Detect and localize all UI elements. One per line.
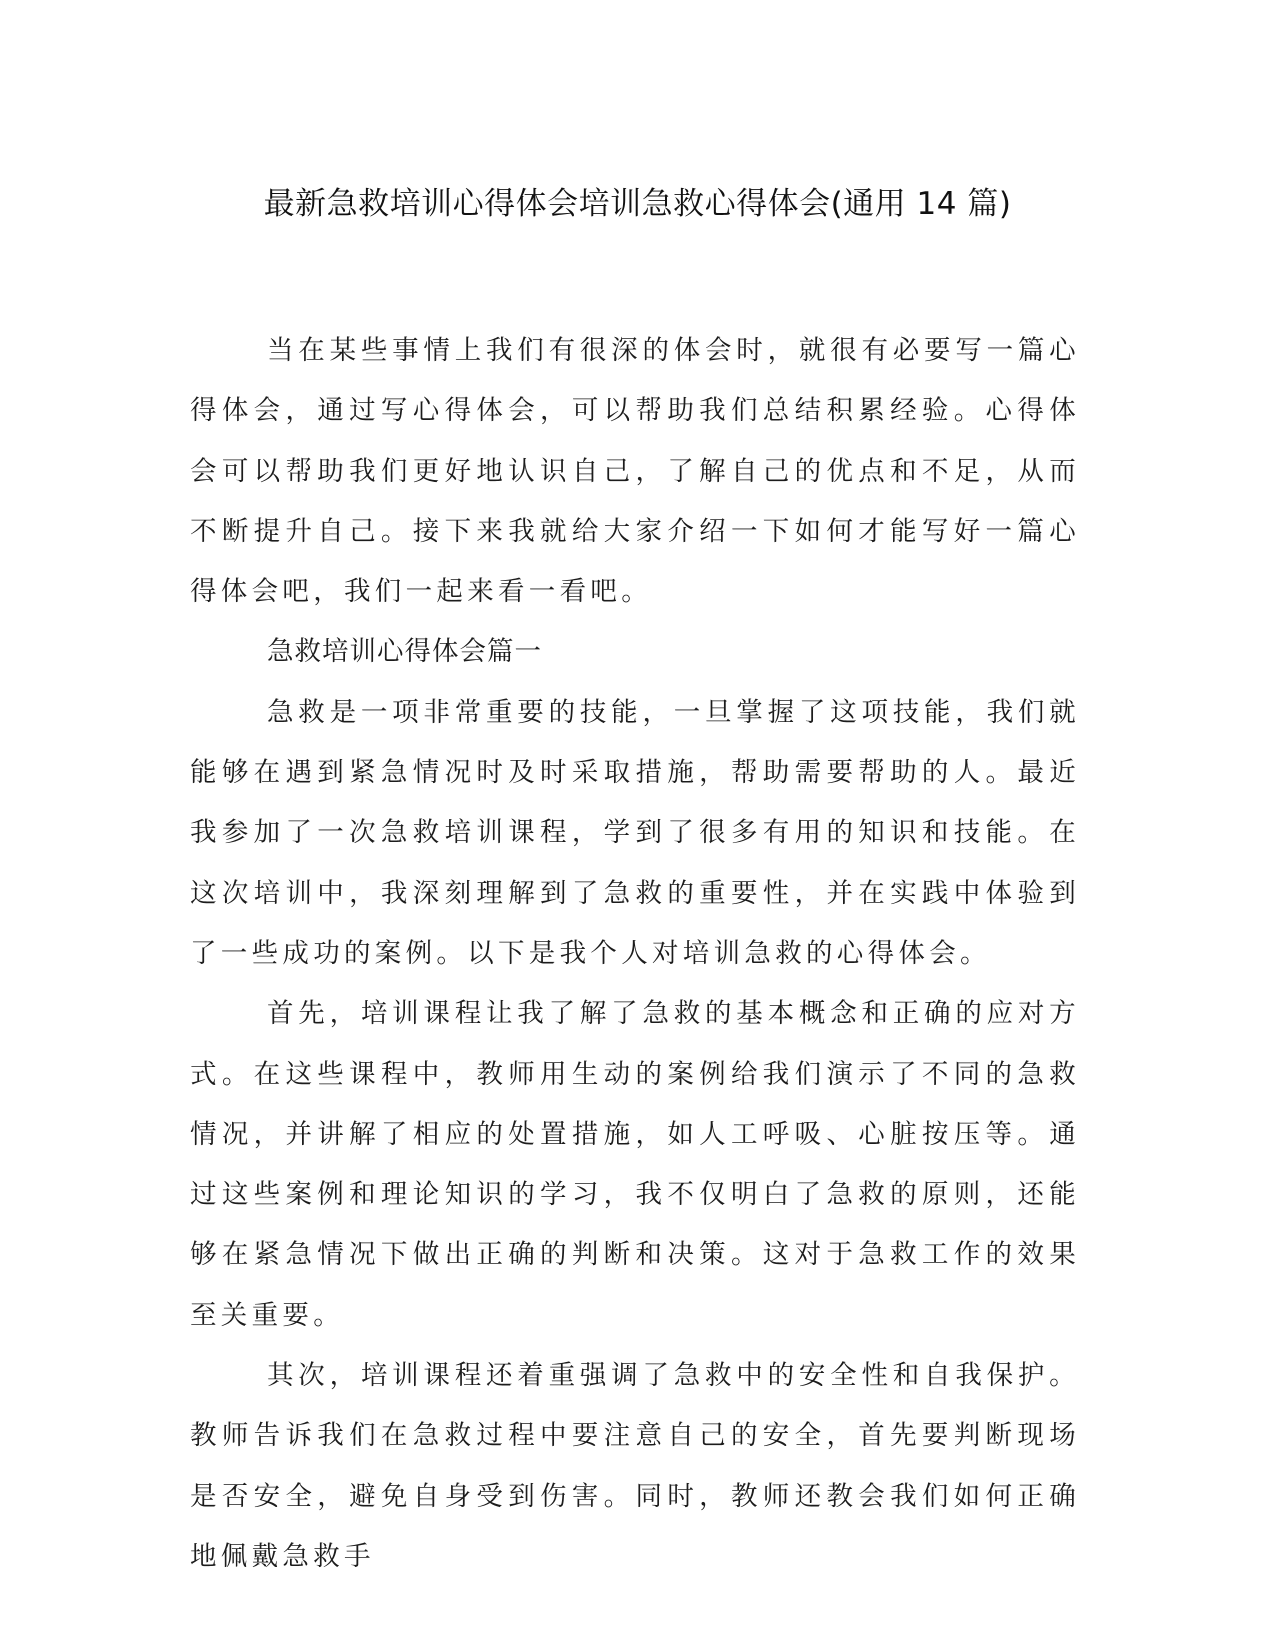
section-heading: 急救培训心得体会篇一 (267, 636, 542, 668)
body-paragraph: 急救是一项非常重要的技能，一旦掌握了这项技能，我们就能够在遇到紧急情况时及时采取措施，帮助需要帮助的人。最近我参加了一次急救培训课程，学到了很多有用的知识和技能。在这次培训中，我深刻理解到了急救的重要性，并在实践中体验到了一些成功的案例。以下是我个人对培训急救的心得体会。 (190, 696, 1080, 969)
document-title: 最新急救培训心得体会培训急救心得体会(通用 14 篇) (263, 186, 1012, 222)
document-body (190, 321, 1080, 1587)
body-paragraph: 其次，培训课程还着重强调了急救中的安全性和自我保护。教师告诉我们在急救过程中要注意自己的安全，首先要判断现场是否安全，避免自身受到伤害。同时，教师还教会我们如何正确地佩戴急救手 (190, 1360, 1080, 1572)
intro-paragraph: 当在某些事情上我们有很深的体会时，就很有必要写一篇心得体会，通过写心得体会，可以帮助我们总结积累经验。心得体会可以帮助我们更好地认识自己，了解自己的优点和不足，从而不断提升自己。接下来我就给大家介绍一下如何才能写好一篇心得体会吧，我们一起来看一看吧。 (190, 335, 1080, 608)
body-paragraph: 首先，培训课程让我了解了急救的基本概念和正确的应对方式。在这些课程中，教师用生动的案例给我们演示了不同的急救情况，并讲解了相应的处置措施，如人工呼吸、心脏按压等。通过这些案例和理论知识的学习，我不仅明白了急救的原则，还能够在紧急情况下做出正确的判断和决策。这对于急救工作的效果至关重要。 (190, 998, 1080, 1331)
